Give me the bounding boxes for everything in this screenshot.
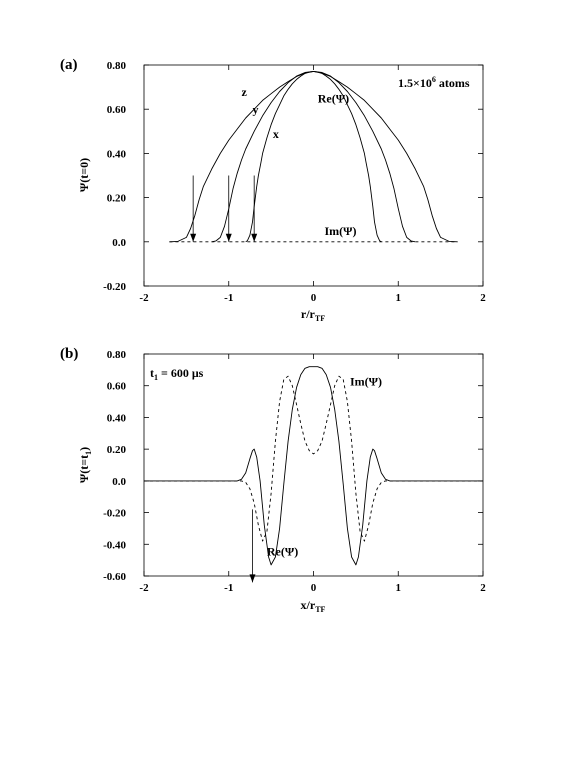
y-tick-label: 0.80 [106, 349, 126, 361]
x-tick-label: -2 [139, 582, 149, 594]
panel-b-y-axis-label: $\Psi(t=t_1)$ [77, 446, 93, 484]
panel-a-y-ticks [103, 60, 483, 293]
y-tick-label: 0.0 [112, 475, 126, 488]
y-tick-label: 0.60 [106, 380, 126, 393]
y-tick-label: 0.60 [106, 104, 126, 117]
arrow-head [190, 234, 196, 242]
series-line-re [144, 367, 483, 565]
y-tick-label: -0.20 [103, 507, 126, 520]
panel-a-y-axis-label: Ψ(t=0) [77, 157, 91, 193]
x-tick-label: -1 [224, 292, 234, 304]
y-tick-label: 0.40 [106, 412, 126, 425]
arrow-head [251, 234, 257, 242]
curve-label: Im(Ψ) [349, 374, 382, 389]
arrow-head [226, 234, 232, 242]
curve-label: x [272, 126, 279, 141]
y-tick-label: -0.60 [103, 571, 126, 583]
panel-b-curve-labels [267, 375, 382, 559]
panel-a-chart [60, 57, 486, 323]
y-tick-label: -0.40 [103, 539, 126, 552]
x-tick-label: -1 [224, 582, 234, 594]
panel-a-x-axis-label: $r/r_{TF}$ [300, 307, 326, 323]
panel-a-curve-labels [241, 85, 356, 238]
panel-a-label: (a) [60, 57, 78, 73]
arrow-head [249, 574, 255, 582]
x-tick-label: 1 [395, 292, 401, 304]
panel-a-arrows [190, 176, 257, 242]
x-tick-label: 2 [480, 582, 486, 594]
panel-b-frame [144, 354, 483, 576]
x-tick-label: 0 [310, 292, 317, 304]
y-tick-label: 0.20 [106, 192, 126, 205]
y-tick-label: 0.80 [106, 60, 126, 72]
x-tick-label: -2 [139, 292, 149, 304]
y-tick-label: 0.40 [106, 148, 126, 161]
x-tick-label: 2 [480, 292, 486, 304]
panel-b-x-ticks [139, 354, 486, 594]
panel-b-arrows [249, 509, 255, 582]
series-line-z [169, 71, 457, 241]
curve-label: z [241, 84, 247, 99]
panel-b-x-axis-label: $x/r_{TF}$ [300, 598, 326, 614]
panel-a-x-ticks [139, 65, 486, 304]
panel-a-series [169, 71, 457, 241]
x-tick-label: 1 [395, 582, 401, 594]
panel-a-atom-count: $1.5\times 10^6$ atoms [398, 75, 470, 90]
curve-label: y [252, 102, 259, 117]
series-line-im [144, 376, 483, 541]
panel-b-chart [60, 346, 486, 614]
panel-b-time-annotation: $t_1 = 600$ μs [150, 366, 204, 382]
panel-b-series [144, 367, 483, 565]
panel-b-label: (b) [60, 346, 79, 362]
curve-label: Re(Ψ) [266, 544, 299, 559]
curve-label: Re(Ψ) [317, 91, 350, 106]
y-tick-label: 0.0 [112, 236, 126, 249]
y-tick-label: 0.20 [106, 444, 126, 457]
y-tick-label: -0.20 [103, 281, 126, 293]
x-tick-label: 0 [310, 582, 317, 594]
panel-a-frame [144, 65, 483, 286]
series-line-x [246, 71, 382, 241]
curve-label: Im(Ψ) [324, 224, 357, 239]
